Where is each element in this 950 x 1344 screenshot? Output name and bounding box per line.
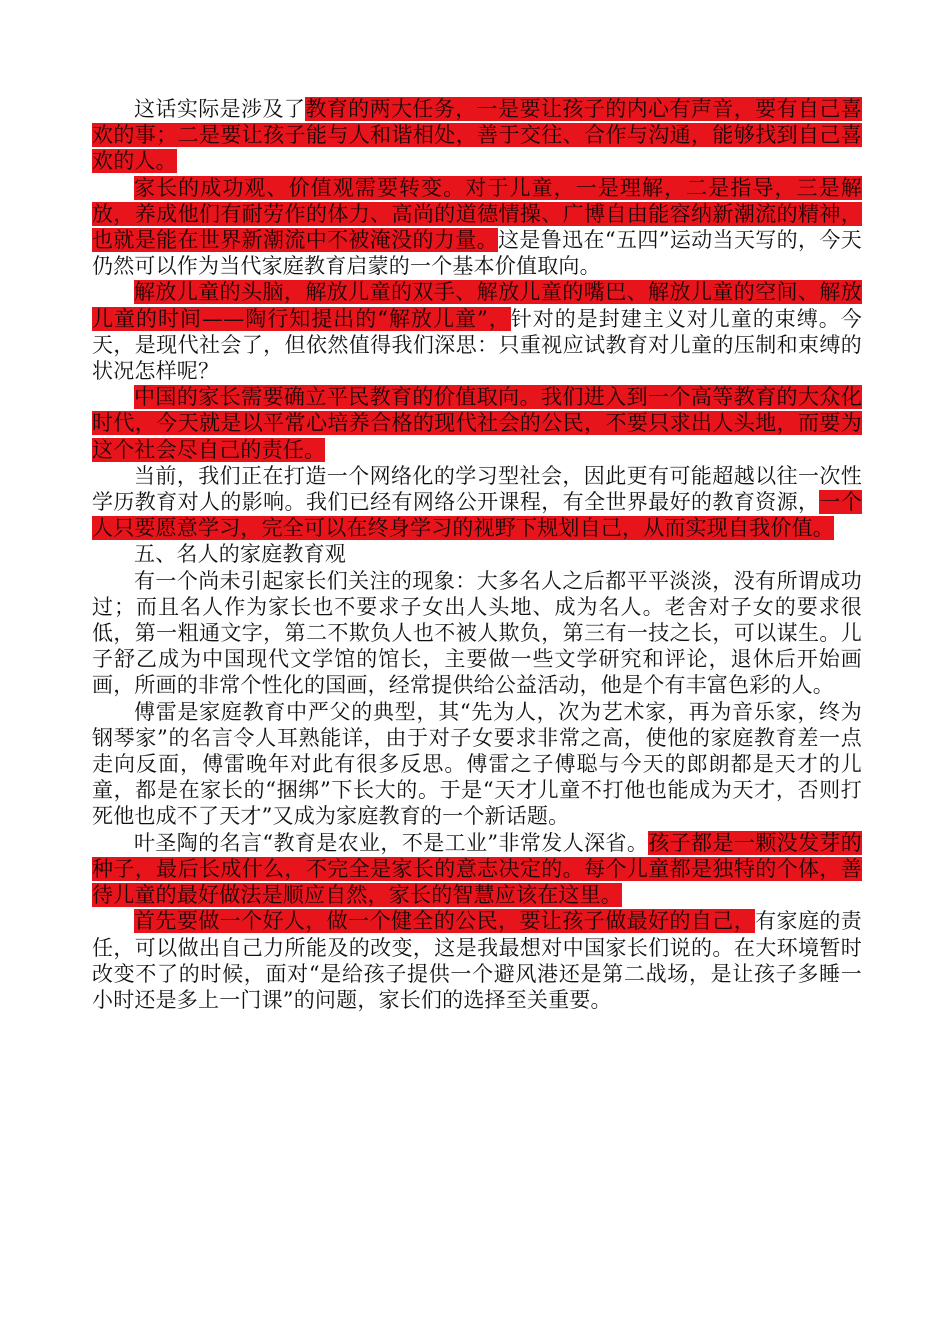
paragraph-1-highlight: 教育的两大任务，一是要让孩子的内心有声音，要有自己喜欢的事；二是要让孩子能与人和谐相处，善于交往、合作与沟通，能够找到自己喜欢的人。 <box>92 97 862 174</box>
paragraph-9-text: 叶圣陶的名言“教育是农业，不是工业”非常发人深省。 <box>134 830 649 855</box>
paragraph-5-text: 当前，我们正在打造一个网络化的学习型社会，因此更有可能超越以往一次性学历教育对人的影响。我们已经有网络公开课程，有全世界最好的教育资源， <box>92 463 862 515</box>
paragraph-3-text: 针对的是封建主义对儿童的束缚。今天，是现代社会了，但依然值得我们深思：只重视应试教育对儿童的压制和束缚的状况怎样呢？ <box>92 306 862 384</box>
paragraph-2-text: 这是鲁迅在“五四”运动当天写的，今天仍然可以作为当代家庭教育启蒙的一个基本价值取向。 <box>92 228 862 279</box>
paragraph-10-highlight: 首先要做一个好人，做一个健全的公民，要让孩子做最好的自己， <box>134 909 756 934</box>
section-heading-text: 五、名人的家庭教育观 <box>134 542 346 567</box>
paragraph-4-highlight: 中国的家长需要确立平民教育的价值取向。我们进入到一个高等教育的大众化时代，今天就是以平常心培养合格的现代社会的公民，不要只求出人头地，而要为这个社会尽自己的责任。 <box>92 385 862 462</box>
section-heading <box>92 541 862 567</box>
paragraph-7-text: 有一个尚未引起家长们关注的现象：大多名人之后都平平淡淡，没有所谓成功过；而且名人作为家长也不要求子女出人头地、成为名人。老舍对子女的要求很低，第一粗通文字，第二不欺负人也不被人欺负，第三有一技之长，可以谋生。儿子舒乙成为中国现代文学馆的馆长，主要做一些文学研究和评论，退休后开始画画，所画的非常个性化的国画，经常提供给公益活动，他是个有丰富色彩的人。 <box>92 568 862 698</box>
paragraph-4 <box>92 384 862 463</box>
paragraph-10 <box>92 908 862 1013</box>
paragraph-8-text: 傅雷是家庭教育中严父的典型，其“先为人，次为艺术家，再为音乐家，终为钢琴家”的名言令人耳熟能详，由于对子女要求非常之高，使他的家庭教育差一点走向反面，傅雷晚年对此有很多反思。傅雷之子傅聪与今天的郎朗都是天才的儿童，都是在家长的“捆绑”下长大的。于是“天才儿童不打他也能成为天才，否则打死他也成不了天才”又成为家庭教育的一个新话题。 <box>92 699 862 829</box>
paragraph-1-text: 这话实际是涉及了 <box>134 97 306 121</box>
paragraph-9 <box>92 830 862 909</box>
paragraph-3 <box>92 279 862 384</box>
paragraph-8 <box>92 699 862 830</box>
paragraph-9-highlight: 孩子都是一颗没发芽的种子，最后长成什么，不完全是家长的意志决定的。每个儿童都是独特的个体，善待儿童的最好做法是顺应自然，家长的智慧应该在这里。 <box>92 830 862 908</box>
paragraph-10-text: 有家庭的责任，可以做出自己力所能及的改变，这是我最想对中国家长们说的。在大环境暂时改变不了的时候，面对“是给孩子提供一个避风港还是第二战场，是让孩子多睡一小时还是多上一门课”的问题，家长们的选择至关重要。 <box>92 909 862 1012</box>
paragraph-5 <box>92 463 862 542</box>
document-body <box>92 96 862 1013</box>
paragraph-2 <box>92 175 862 280</box>
paragraph-5-highlight: 一个人只要愿意学习，完全可以在终身学习的视野下规划自己，从而实现自我价值。 <box>92 490 863 541</box>
paragraph-3-highlight: 解放儿童的头脑，解放儿童的双手、解放儿童的嘴巴、解放儿童的空间、解放儿童的时间——陶行知提出的“解放儿童”， <box>92 280 862 331</box>
paragraph-7 <box>92 568 862 699</box>
paragraph-1 <box>92 96 862 175</box>
paragraph-2-highlight: 家长的成功观、价值观需要转变。对于儿童，一是理解，二是指导，三是解放，养成他们有耐劳作的体力、高尚的道德情操、广博自由能容纳新潮流的精神，也就是能在世界新潮流中不被淹没的力量。 <box>92 175 862 253</box>
